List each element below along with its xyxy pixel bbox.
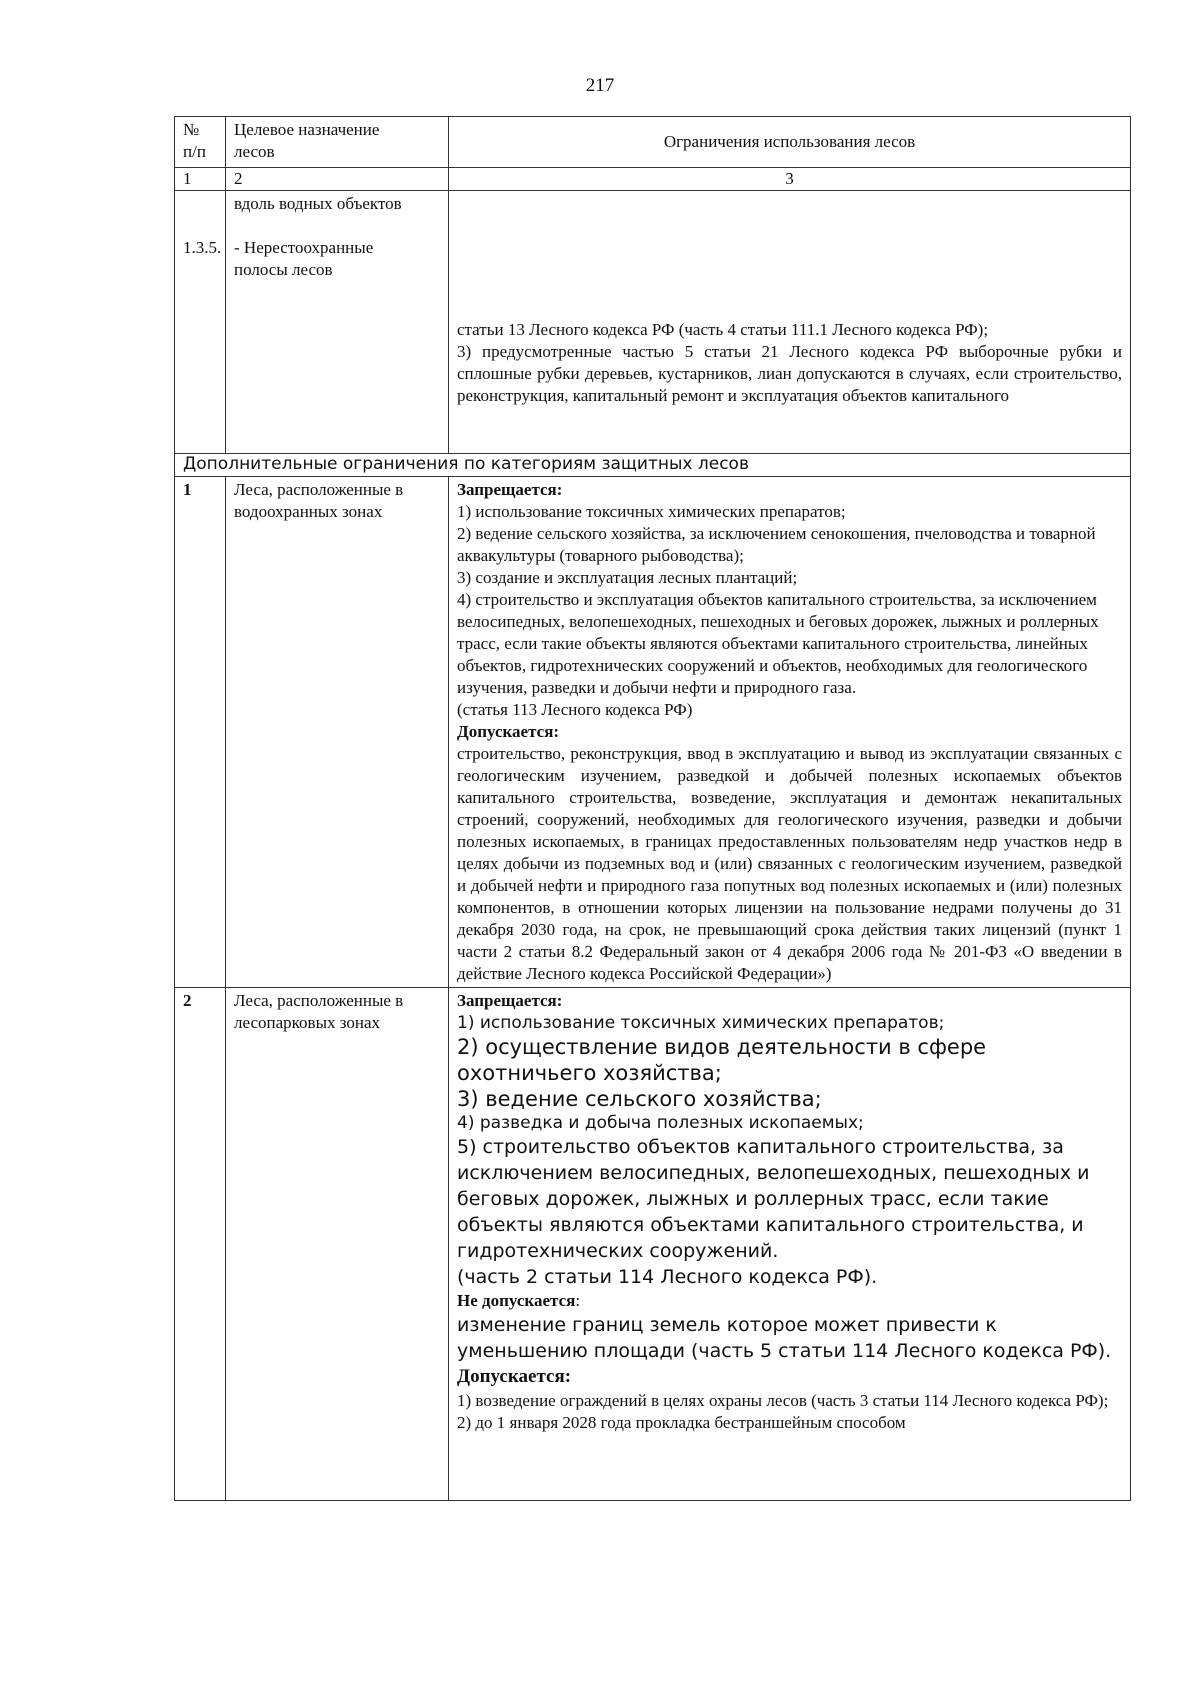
row2-prohibited-1: 1) использование токсичных химических препаратов;	[457, 1013, 945, 1033]
header-restrictions: Ограничения использования лесов	[449, 117, 1131, 168]
column-number-3: 3	[449, 168, 1131, 191]
row2-allowed-1: 1) возведение ограждений в целях охраны лесов (часть 3 статьи 114 Лесного кодекса РФ);	[457, 1391, 1109, 1410]
row2-prohibited-6: (часть 2 статьи 114 Лесного кодекса РФ).	[457, 1266, 878, 1288]
spawning-strip-line1: - Нерестоохранные	[234, 238, 374, 257]
column-numbering-row	[175, 168, 1131, 191]
row2-allowed-label: Допускается:	[457, 1366, 572, 1387]
restrictions-table	[174, 116, 1131, 1501]
table-row-forest-park	[175, 988, 1131, 1501]
row2-prohibited-4: 4) разведка и добыча полезных ископаемых;	[457, 1113, 864, 1133]
header-purpose-line1: Целевое назначение	[234, 120, 380, 139]
item-number: 1.3.5.	[183, 238, 222, 257]
row2-not-allowed-label: Не допускается	[457, 1291, 576, 1310]
header-number	[175, 117, 226, 168]
row2-prohibited-3: 3) ведение сельского хозяйства;	[457, 1087, 822, 1111]
column-number-1: 1	[175, 168, 226, 191]
page-number: 217	[585, 75, 615, 96]
row1-prohibited-1: 1) использование токсичных химических препаратов;	[457, 502, 846, 521]
row1-number: 1	[175, 477, 226, 988]
header-number-line1: №	[183, 120, 200, 139]
row2-not-allowed-line	[457, 1290, 1122, 1312]
continuation-restrictions-cell	[449, 191, 1131, 454]
row2-prohibited-5: 5) строительство объектов капитального строительства, за исключением велосипедных, велопешеходных, пешеходных и беговых дорожек, лыжных и роллерных трасс, если такие объекты являются объектами капитального строительства, и гидротехнических сооружений.	[457, 1136, 1090, 1262]
header-number-line2: п/п	[183, 142, 206, 161]
header-purpose	[226, 117, 449, 168]
continuation-purpose-cell	[226, 191, 449, 454]
header-purpose-line2: лесов	[234, 142, 275, 161]
row2-number: 2	[175, 988, 226, 1501]
row1-prohibited-2: 2) ведение сельского хозяйства, за исключением сенокошения, пчеловодства и товарной аквакультуры (товарного рыбоводства);	[457, 524, 1096, 565]
section-title: Дополнительные ограничения по категориям защитных лесов	[175, 454, 1131, 477]
row2-allowed-2: 2) до 1 января 2028 года прокладка бестраншейным способом	[457, 1413, 906, 1432]
row1-prohibited-4: 4) строительство и эксплуатация объектов капитального строительства, за исключением велосипедных, велопешеходных, пешеходных и беговых дорожек, лыжных и роллерных трасс, если такие объекты являются объектами капитального строительства, линейных объектов, гидротехнических сооружений и объектов, необходимых для геологического изучения, разведки и добычи нефти и природного газа.	[457, 590, 1099, 697]
table-row-water-protection	[175, 477, 1131, 988]
row1-restrictions	[449, 477, 1131, 988]
row2-restrictions	[449, 988, 1131, 1501]
row1-prohibited-3: 3) создание и эксплуатация лесных плантаций;	[457, 568, 798, 587]
continuation-text-2: 3) предусмотренные частью 5 статьи 21 Лесного кодекса РФ выборочные рубки и сплошные рубки деревьев, кустарников, лиан допускаются в случаях, если строительство, реконструкция, капитальный ремонт и эксплуатация объектов капитального	[457, 342, 1122, 405]
row1-allowed-label: Допускается:	[457, 722, 560, 741]
row2-prohibited-2: 2) осуществление видов деятельности в сфере охотничьего хозяйства;	[457, 1035, 987, 1085]
continuation-text-1: статьи 13 Лесного кодекса РФ (часть 4 статьи 111.1 Лесного кодекса РФ);	[457, 320, 989, 339]
row2-prohibited-label: Запрещается:	[457, 991, 563, 1010]
continuation-row	[175, 191, 1131, 454]
column-number-2: 2	[226, 168, 449, 191]
table-header-row	[175, 117, 1131, 168]
row2-not-allowed-text: изменение границ земель которое может привести к уменьшению площади (часть 5 статьи 114 Лесного кодекса РФ).	[457, 1314, 1112, 1362]
row1-prohibited-label: Запрещается:	[457, 480, 563, 499]
row2-name: Леса, расположенные в лесопарковых зонах	[226, 988, 449, 1501]
row1-prohibited-5: (статья 113 Лесного кодекса РФ)	[457, 700, 693, 719]
section-title-row	[175, 454, 1131, 477]
row1-name: Леса, расположенные в водоохранных зонах	[226, 477, 449, 988]
continuation-top-text: вдоль водных объектов	[234, 194, 402, 213]
spawning-strip-line2: полосы лесов	[234, 260, 333, 279]
row1-allowed-text: строительство, реконструкция, ввод в эксплуатацию и вывод из эксплуатации связанных с геологическим изучением, разведкой и добычей полезных ископаемых объектов капитального строительства, возведение, эксплуатация и демонтаж некапитальных строений, сооружений, необходимых для геологического изучения, разведки и добычи полезных ископаемых, в границах предоставленных пользователям недр участков недр в целях добычи из подземных вод и (или) связанных с геологическим изучением, разведкой и добычей нефти и природного газа попутных вод полезных ископаемых и (или) полезных компонентов, в отношении которых лицензии на пользование недрами получены до 31 декабря 2030 года, на срок, не превышающий срока действия таких лицензий (пункт 1 части 2 статьи 8.2 Федеральный закон от 4 декабря 2006 года № 201-ФЗ «О введении в действие Лесного кодекса Российской Федерации»)	[457, 744, 1122, 983]
row2-not-allowed-colon: :	[575, 1291, 581, 1310]
continuation-number-cell	[175, 191, 226, 454]
